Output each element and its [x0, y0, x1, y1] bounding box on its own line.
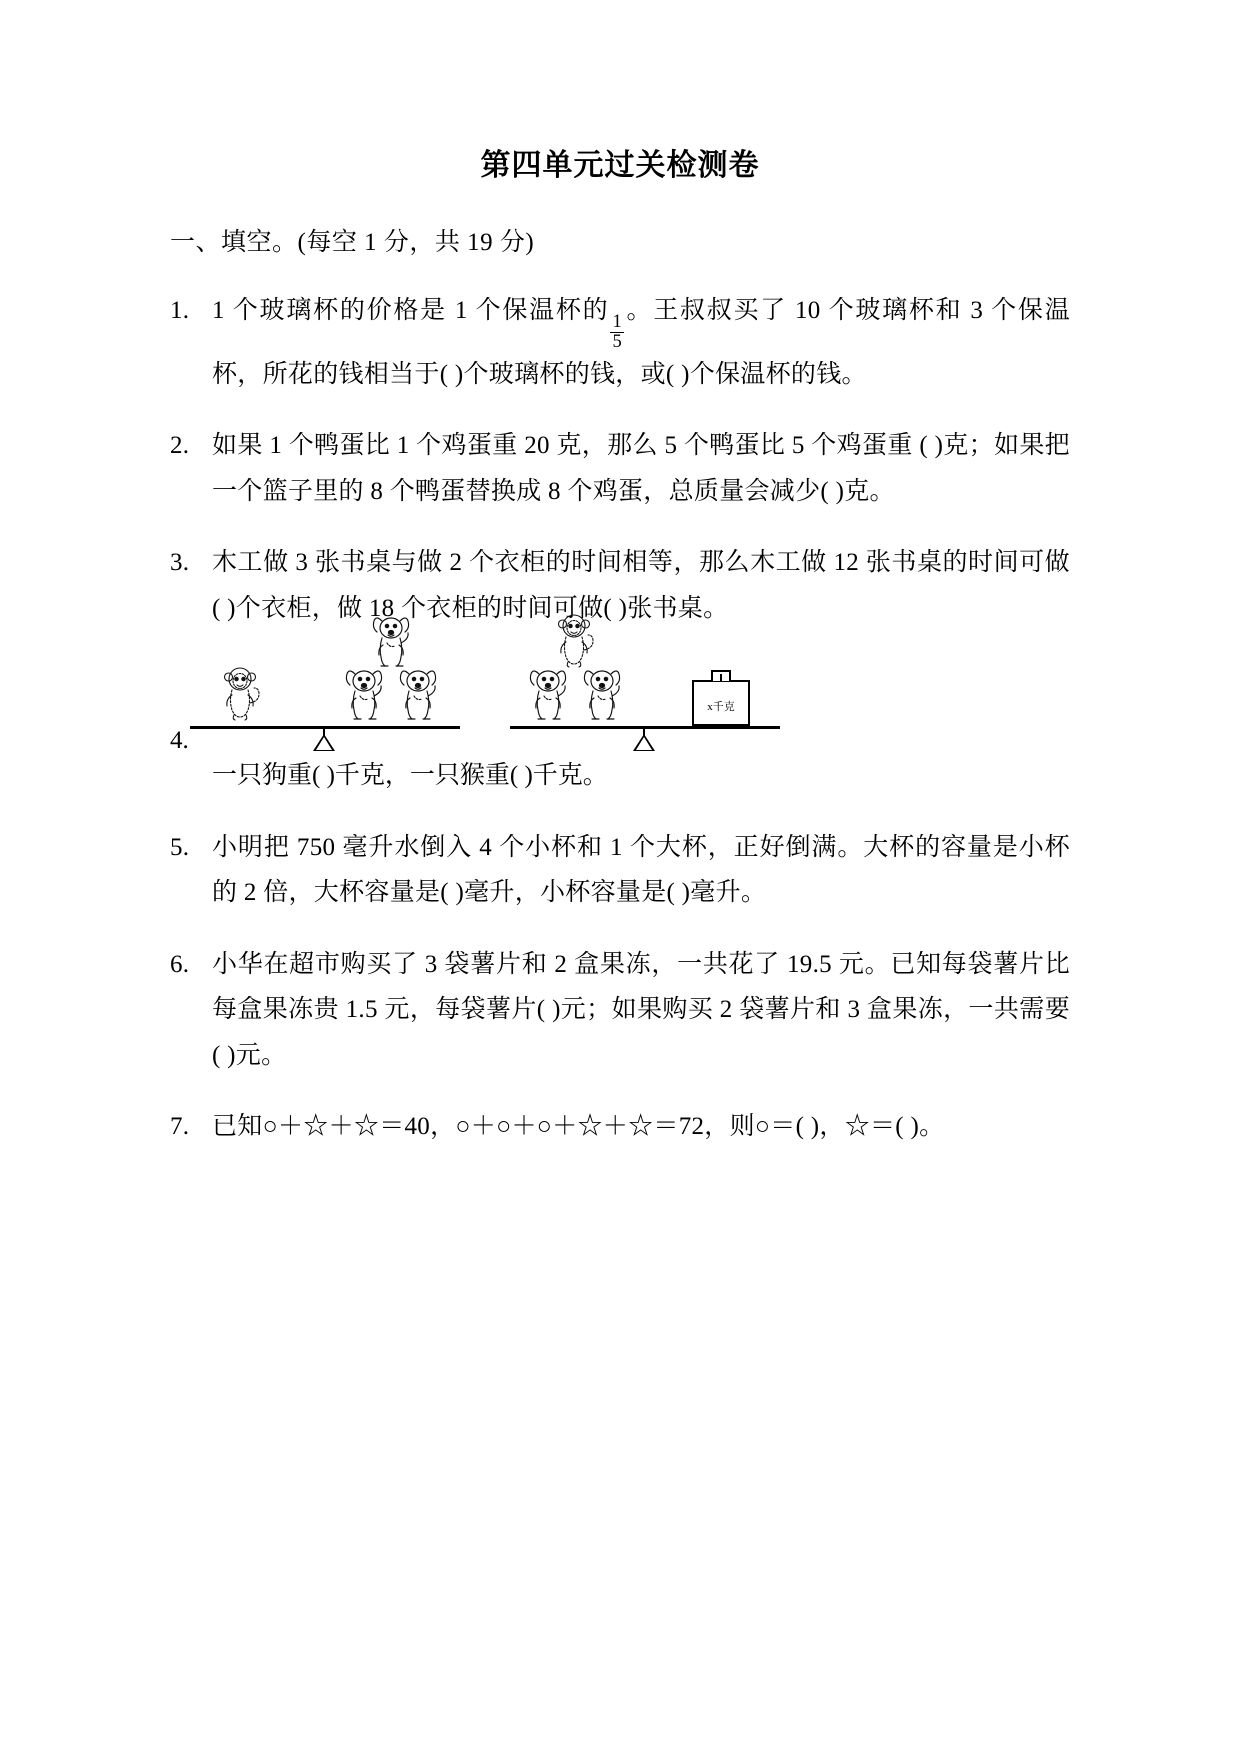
- question-4-text: 一只狗重( )千克，一只猴重( )千克。: [212, 762, 608, 790]
- fraction-denominator: 5: [612, 331, 622, 352]
- dog-icon: [526, 665, 572, 726]
- question-4-number: 4.: [170, 726, 189, 754]
- scale-fulcrum: [633, 734, 655, 751]
- weight-box-label: x千克: [707, 701, 735, 714]
- monkey-glyph: [554, 612, 598, 668]
- question-6-text: 小华在超市购买了 3 袋薯片和 2 盒果冻，一共花了 19.5 元。已知每袋薯片比每盒果冻贵 1.5 元，每袋薯片( )元；如果购买 2 袋薯片和 3 盒果冻，一共需要( )元。: [212, 950, 1070, 1069]
- dog-glyph: [342, 665, 388, 721]
- question-1-text-before: 1 个玻璃杯的价格是 1 个保温杯的: [212, 296, 610, 324]
- balance-scale-right: [510, 631, 780, 751]
- dog-glyph: [580, 665, 626, 721]
- question-7: [170, 1104, 1070, 1150]
- weight-box: [692, 680, 750, 726]
- question-6-number: 6.: [170, 950, 190, 978]
- dog-glyph: [369, 612, 415, 668]
- scale-beam: [510, 726, 780, 729]
- question-7-text: 已知○＋☆＋☆＝40，○＋○＋○＋☆＋☆＝72，则○＝( )，☆＝( )。: [212, 1113, 945, 1141]
- monkey-icon: [220, 665, 264, 726]
- question-5-number: 5.: [170, 833, 190, 861]
- dog-icon: [580, 665, 626, 726]
- dog-glyph: [396, 665, 442, 721]
- dog-icon: [342, 665, 388, 726]
- question-5: [170, 825, 1070, 916]
- question-5-text: 小明把 750 毫升水倒入 4 个小杯和 1 个大杯，正好倒满。大杯的容量是小杯的 2 倍，大杯容量是( )毫升，小杯容量是( )毫升。: [212, 833, 1070, 907]
- question-7-number: 7.: [170, 1113, 190, 1141]
- fraction-numerator: 1: [612, 312, 622, 333]
- scale-fulcrum: [313, 734, 335, 751]
- question-2: [170, 423, 1070, 514]
- question-3-body: [212, 540, 1070, 631]
- question-3-text: 木工做 3 张书桌与做 2 个衣柜的时间相等，那么木工做 12 张书桌的时间可做( )个衣柜，做 18 个衣柜的时间可做( )张书桌。: [212, 549, 1070, 622]
- question-4: [170, 631, 1070, 799]
- question-6: [170, 942, 1070, 1079]
- question-3-number: 3.: [170, 549, 190, 577]
- weight-box-handle: [711, 670, 731, 681]
- section-heading-fill-in-blank: 一、填空。(每空 1 分，共 19 分): [170, 229, 535, 256]
- question-7-body: [212, 1104, 1070, 1150]
- question-6-body: [212, 942, 1070, 1079]
- question-1: [170, 288, 1070, 398]
- monkey-glyph: [220, 665, 264, 721]
- scale-beam: [190, 726, 460, 729]
- dog-icon: [369, 612, 415, 673]
- question-2-number: 2.: [170, 432, 190, 460]
- question-2-text: 如果 1 个鸭蛋比 1 个鸡蛋重 20 克，那么 5 个鸭蛋比 5 个鸡蛋重 ( )克；如果把一个篮子里的 8 个鸭蛋替换成 8 个鸡蛋，总质量会减少( )克。: [212, 432, 1070, 505]
- question-5-body: [212, 825, 1070, 916]
- question-1-number: 1.: [170, 296, 190, 324]
- question-1-text-after: 。王叔叔买了 10 个玻璃杯和 3 个保温杯，所花的钱相当于( )个玻璃杯的钱，或( )个保温杯的钱。: [212, 296, 1070, 388]
- dog-glyph: [526, 665, 572, 721]
- monkey-icon: [554, 612, 598, 673]
- question-3: [170, 540, 1070, 631]
- fraction-one-fifth: [610, 313, 624, 352]
- dog-icon: [396, 665, 442, 726]
- balance-scale-left: [190, 631, 460, 751]
- page-title: 第四单元过关检测卷: [480, 148, 760, 183]
- exam-content: [170, 224, 1070, 1150]
- question-2-body: [212, 423, 1070, 514]
- balance-scales-diagram: [160, 631, 1070, 751]
- question-1-body: [212, 288, 1070, 398]
